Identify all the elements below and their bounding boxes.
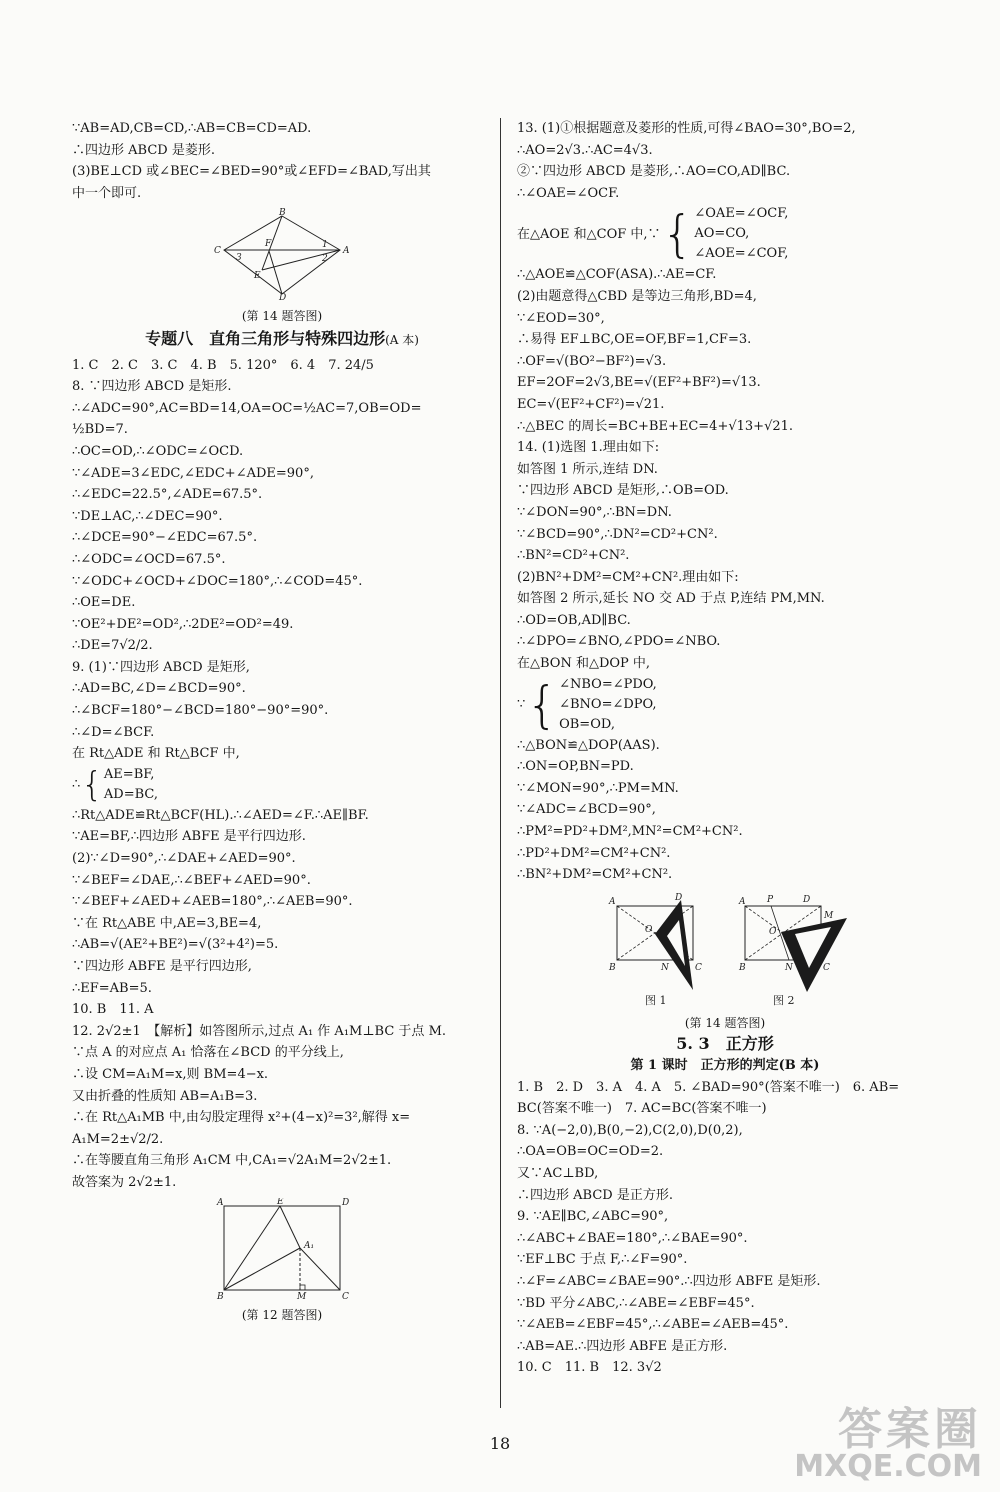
fig-label: A₁ xyxy=(304,1240,315,1251)
figure-caption: (第 12 题答图) xyxy=(241,1308,323,1323)
q13-block xyxy=(517,118,933,437)
text-line: ∴AB=AE.∴四边形 ABFE 是正方形. xyxy=(517,1338,728,1354)
q8-block xyxy=(72,376,492,657)
text-line: 9. ∵AE∥BC,∠ABC=90°, xyxy=(517,1209,669,1225)
text-line: 13. (1)①根据题意及菱形的性质,可得∠BAO=30°,BO=2, xyxy=(517,121,856,136)
fig-label: C xyxy=(823,962,830,973)
q14-block xyxy=(517,437,933,886)
system-lines xyxy=(694,204,788,264)
equation-system xyxy=(72,765,492,805)
text-line: 12. 2√2±1 【解析】如答图所示,过点 A₁ 作 A₁M⊥BC 于点 M. xyxy=(72,1023,447,1039)
rectangle-fold-diagram xyxy=(212,1198,352,1300)
fig-label: 1 xyxy=(322,240,328,251)
text-line: ∴AB=√(AE²+BE²)=√(3²+4²)=5. xyxy=(72,937,279,953)
text-line: ∵∠BCD=90°,∴DN²=CD²+CN². xyxy=(517,526,718,542)
answers-line: 1. C 2. C 3. C 4. B 5. 120° 6. 4 7. 24/5 xyxy=(72,357,374,373)
text-line: ②∵四边形 ABCD 是菱形,∴AO=CO,AD∥BC. xyxy=(517,164,791,180)
system-line: AE=BF, xyxy=(103,766,155,782)
text-line: ∴∠BCF=180°−∠BCD=180°−90°=90°. xyxy=(72,703,329,719)
system-line: AO=CO, xyxy=(694,226,750,242)
fig-label: B xyxy=(279,208,286,219)
text-line: EC=√(EF²+CF²)=√21. xyxy=(517,396,665,412)
text-line: ∵AB=AD,CB=CD,∴AB=CB=CD=AD. xyxy=(72,121,312,136)
brace-icon: { xyxy=(81,764,103,805)
equation-system xyxy=(517,204,933,264)
section-title: 专题八 直角三角形与特殊四边形 xyxy=(145,328,386,348)
text-line: (3)BE⊥CD 或∠BEC=∠BED=90°或∠EFD=∠BAD,写出其 xyxy=(72,164,431,180)
text-line: ∵EF⊥BC 于点 F,∴∠F=90°. xyxy=(517,1252,688,1268)
column-divider xyxy=(500,118,501,1408)
figure-q14-rhombus xyxy=(72,208,492,324)
answers-line: BC(答案不唯一) 7. AC=BC(答案不唯一) xyxy=(517,1101,767,1117)
system-line: ∠OAE=∠OCF, xyxy=(694,206,789,222)
text-line: ∵∠ADE=3∠EDC,∠EDC+∠ADE=90°, xyxy=(72,465,314,481)
fig-label: O xyxy=(645,924,653,935)
lesson-title: 第 1 课时 正方形的判定 xyxy=(630,1058,779,1073)
fig-label: F xyxy=(265,239,272,250)
fig-label: A xyxy=(609,896,616,907)
text-line: ∵BD 平分∠ABC,∴∠ABE=∠EBF=45°. xyxy=(517,1295,755,1311)
text-line: ∴△AOE≌△COF(ASA).∴AE=CF. xyxy=(517,267,717,283)
fig-label: B xyxy=(739,962,746,973)
text-line: 如答图 2 所示,延长 NO 交 AD 于点 P,连结 PM,MN. xyxy=(517,591,825,607)
figure-subcaption: 图 2 xyxy=(773,993,795,1007)
text-line: ∴∠OAE=∠OCF. xyxy=(517,185,620,201)
text-line: ∵点 A 的对应点 A₁ 恰落在∠BCD 的平分线上, xyxy=(72,1045,344,1061)
fig-label: B xyxy=(609,962,616,973)
fig-label: D xyxy=(675,892,683,903)
text-line: ∵∠AEB=∠EBF=45°,∴∠ABE=∠AEB=45°. xyxy=(517,1317,789,1333)
fig-label: A xyxy=(739,896,746,907)
fig-label: N xyxy=(785,962,793,973)
figure-caption: (第 14 题答图) xyxy=(241,308,323,323)
fig-label: D xyxy=(803,894,811,905)
text-line: ∴OA=OB=OC=OD=2. xyxy=(517,1144,664,1160)
text-line: ∵OE²+DE²=OD²,∴2DE²=OD²=49. xyxy=(72,616,294,632)
text-line: EF=2OF=2√3,BE=√(EF²+BF²)=√13. xyxy=(517,375,761,391)
text-line: 如答图 1 所示,连结 DN. xyxy=(517,461,658,477)
system-line: AD=BC, xyxy=(103,786,159,802)
text-line: 8. ∵A(−2,0),B(0,−2),C(2,0),D(0,2), xyxy=(517,1122,743,1138)
lesson-heading xyxy=(517,1055,933,1077)
brace-icon: { xyxy=(661,205,694,264)
text-line: ∴∠ADC=90°,AC=BD=14,OA=OC=½AC=7,OB=OD= xyxy=(72,400,422,416)
fig-label: A xyxy=(343,246,350,257)
text-line: ∴BN²=CD²+CN². xyxy=(517,548,630,564)
section-heading xyxy=(72,328,492,352)
text-line: ∵∠ADC=∠BCD=90°, xyxy=(517,802,656,818)
text-line: ∵四边形 ABFE 是平行四边形, xyxy=(72,959,252,974)
right-column xyxy=(517,118,933,1379)
system-lines xyxy=(104,765,158,805)
figure-caption: (第 14 题答图) xyxy=(684,1016,766,1031)
text-line: ∴四边形 ABCD 是菱形. xyxy=(72,142,215,158)
text-line: 中一个即可. xyxy=(72,185,142,201)
fig-label: N xyxy=(661,962,669,973)
system-line: ∠AOE=∠COF, xyxy=(694,246,789,262)
text-line: ∴PD²+DM²=CM²+CN². xyxy=(517,845,671,861)
text-line: ½BD=7. xyxy=(72,422,128,438)
fig-label: M xyxy=(824,910,834,921)
q8b-block xyxy=(517,1120,933,1206)
text-line: ∴ON=OP,BN=PD. xyxy=(517,759,634,775)
text-line: 14. (1)选图 1.理由如下: xyxy=(517,440,660,456)
text-line: ∵∠MON=90°,∴PM=MN. xyxy=(517,780,679,796)
system-line: ∠BNO=∠DPO, xyxy=(559,696,657,712)
fig-label: C xyxy=(342,1291,349,1300)
text-line: ∴AD=BC,∠D=∠BCD=90°. xyxy=(72,681,246,697)
q9b-block xyxy=(517,1206,933,1357)
text-line: ∴∠F=∠ABC=∠BAE=90°.∴四边形 ABFE 是矩形. xyxy=(517,1273,821,1289)
text-line: ∴∠ABC+∠BAE=180°,∴∠BAE=90°. xyxy=(517,1230,748,1246)
watermark-text: 答案圈 xyxy=(838,1404,982,1455)
text-line: ∵∠ODC+∠OCD+∠DOC=180°,∴∠COD=45°. xyxy=(72,573,363,589)
text-line: ∴AO=2√3.∴AC=4√3. xyxy=(517,142,653,158)
answers-line: 10. B 11. A xyxy=(72,1002,154,1018)
q9-block xyxy=(72,657,492,999)
text-line: ∵∠BEF=∠DAE,∴∠BEF+∠AED=90°. xyxy=(72,872,311,888)
answers-line: 1. B 2. D 3. A 4. A 5. ∠BAD=90°(答案不唯一) 6. AB= xyxy=(517,1079,900,1095)
brace-icon: { xyxy=(526,675,559,734)
text-line: ∴PM²=PD²+DM²,MN²=CM²+CN². xyxy=(517,824,743,840)
system-prefix: 在△AOE 和△COF 中,∵ xyxy=(517,226,661,242)
text-line: ∵∠EOD=30°, xyxy=(517,310,605,326)
text-line: ∴∠EDC=22.5°,∠ADE=67.5°. xyxy=(72,487,263,503)
text-line: ∴Rt△ADE≌Rt△BCF(HL).∴∠AED=∠F.∴AE∥BF. xyxy=(72,807,369,823)
fig-label: 2 xyxy=(322,254,328,265)
system-lines xyxy=(559,675,657,735)
section-sub: (A 本) xyxy=(385,332,419,347)
fig-label: P xyxy=(767,894,774,905)
text-line: ∴易得 EF⊥BC,OE=OF,BF=1,CF=3. xyxy=(517,332,752,348)
text-line: 9. (1)∵四边形 ABCD 是矩形, xyxy=(72,659,250,675)
text-line: 又∵AC⊥BD, xyxy=(517,1165,599,1181)
watermark-logo xyxy=(794,1404,982,1484)
system-line: OB=OD, xyxy=(559,716,615,732)
fig-label: C xyxy=(695,962,702,973)
text-line: ∴四边形 ABCD 是正方形. xyxy=(517,1187,673,1203)
text-line: ∴在等腰直角三角形 A₁CM 中,CA₁=√2A₁M=2√2±1. xyxy=(72,1153,392,1169)
fig-label: D xyxy=(342,1197,350,1208)
system-prefix: ∴ xyxy=(72,777,81,793)
text-line: 又由折叠的性质知 AB=A₁B=3. xyxy=(72,1088,258,1104)
answers-line: 10. C 11. B 12. 3√2 xyxy=(517,1360,662,1376)
fig-label: B xyxy=(217,1291,224,1300)
intro-block xyxy=(72,118,492,204)
figure-q14-rect-triangles xyxy=(517,890,933,1032)
text-line: 8. ∵四边形 ABCD 是矩形. xyxy=(72,379,232,395)
fig-label: M xyxy=(297,1291,307,1300)
figure-q12-rectangle xyxy=(72,1198,492,1324)
text-line: ∵在 Rt△ABE 中,AE=3,BE=4, xyxy=(72,915,262,931)
text-line: ∴∠D=∠BCF. xyxy=(72,724,155,740)
q12-block xyxy=(72,1021,492,1194)
text-line: 在△BON 和△DOP 中, xyxy=(517,656,651,672)
rhombus-diagram xyxy=(212,208,352,300)
text-line: ∴∠DCE=90°−∠EDC=67.5°. xyxy=(72,530,258,546)
text-line: ∴设 CM=A₁M=x,则 BM=4−x. xyxy=(72,1066,269,1082)
text-line: ∵AE=BF,∴四边形 ABFE 是平行四边形. xyxy=(72,829,306,845)
text-line: ∴OF=√(BO²−BF²)=√3. xyxy=(517,353,667,369)
left-column xyxy=(72,118,492,1325)
figure-subcaption: 图 1 xyxy=(645,993,667,1007)
text-line: ∵∠BEF+∠AED+∠AEB=180°,∴∠AEB=90°. xyxy=(72,894,353,910)
system-line: ∠NBO=∠PDO, xyxy=(559,676,657,692)
fig-label: C xyxy=(214,246,221,257)
text-line: ∴△BEC 的周长=BC+BE+EC=4+√13+√21. xyxy=(517,418,794,434)
text-line: ∴OC=OD,∴∠ODC=∠OCD. xyxy=(72,443,244,459)
text-line: ∴OE=DE. xyxy=(72,595,136,611)
text-line: (2)∵∠D=90°,∴∠DAE+∠AED=90°. xyxy=(72,851,296,867)
text-line: (2)由题意得△CBD 是等边三角形,BD=4, xyxy=(517,288,757,304)
watermark-url: MXQE.COM xyxy=(794,1449,982,1484)
text-line: ∴OD=OB,AD∥BC. xyxy=(517,612,631,628)
text-line: (2)BN²+DM²=CM²+CN².理由如下: xyxy=(517,569,739,585)
text-line: ∴△BON≌△DOP(AAS). xyxy=(517,737,660,753)
text-line: ∴EF=AB=5. xyxy=(72,980,152,996)
equation-system xyxy=(517,675,933,735)
text-line: ∵DE⊥AC,∴∠DEC=90°. xyxy=(72,508,223,524)
text-line: ∴在 Rt△A₁MB 中,由勾股定理得 x²+(4−x)²=3²,解得 x= xyxy=(72,1110,411,1126)
section-title: 5. 3 正方形 xyxy=(676,1034,774,1054)
system-prefix: ∵ xyxy=(517,696,526,712)
fig-label: E xyxy=(277,1197,284,1207)
text-line: ∴∠DPO=∠BNO,∠PDO=∠NBO. xyxy=(517,634,721,650)
fig-label: D xyxy=(279,293,287,301)
text-line: ∴∠ODC=∠OCD=67.5°. xyxy=(72,551,226,567)
text-line: ∴BN²+DM²=CM²+CN². xyxy=(517,867,673,883)
fig-label: O xyxy=(769,926,777,937)
text-line: A₁M=2±√2/2. xyxy=(72,1131,164,1147)
lesson-sub: (B 本) xyxy=(778,1058,820,1073)
text-line: ∵四边形 ABCD 是矩形,∴OB=OD. xyxy=(517,483,729,499)
rectangle-triangle-diagram xyxy=(595,890,855,1008)
text-line: ∵∠DON=90°,∴BN=DN. xyxy=(517,504,672,520)
text-line: 故答案为 2√2±1. xyxy=(72,1174,177,1190)
fig-label: 3 xyxy=(236,253,242,264)
text-line: 在 Rt△ADE 和 Rt△BCF 中, xyxy=(72,746,240,762)
fig-label: A xyxy=(217,1197,224,1208)
fig-label: E xyxy=(254,271,261,282)
page-number: 18 xyxy=(489,1434,511,1453)
text-line: ∴DE=7√2/2. xyxy=(72,638,153,654)
